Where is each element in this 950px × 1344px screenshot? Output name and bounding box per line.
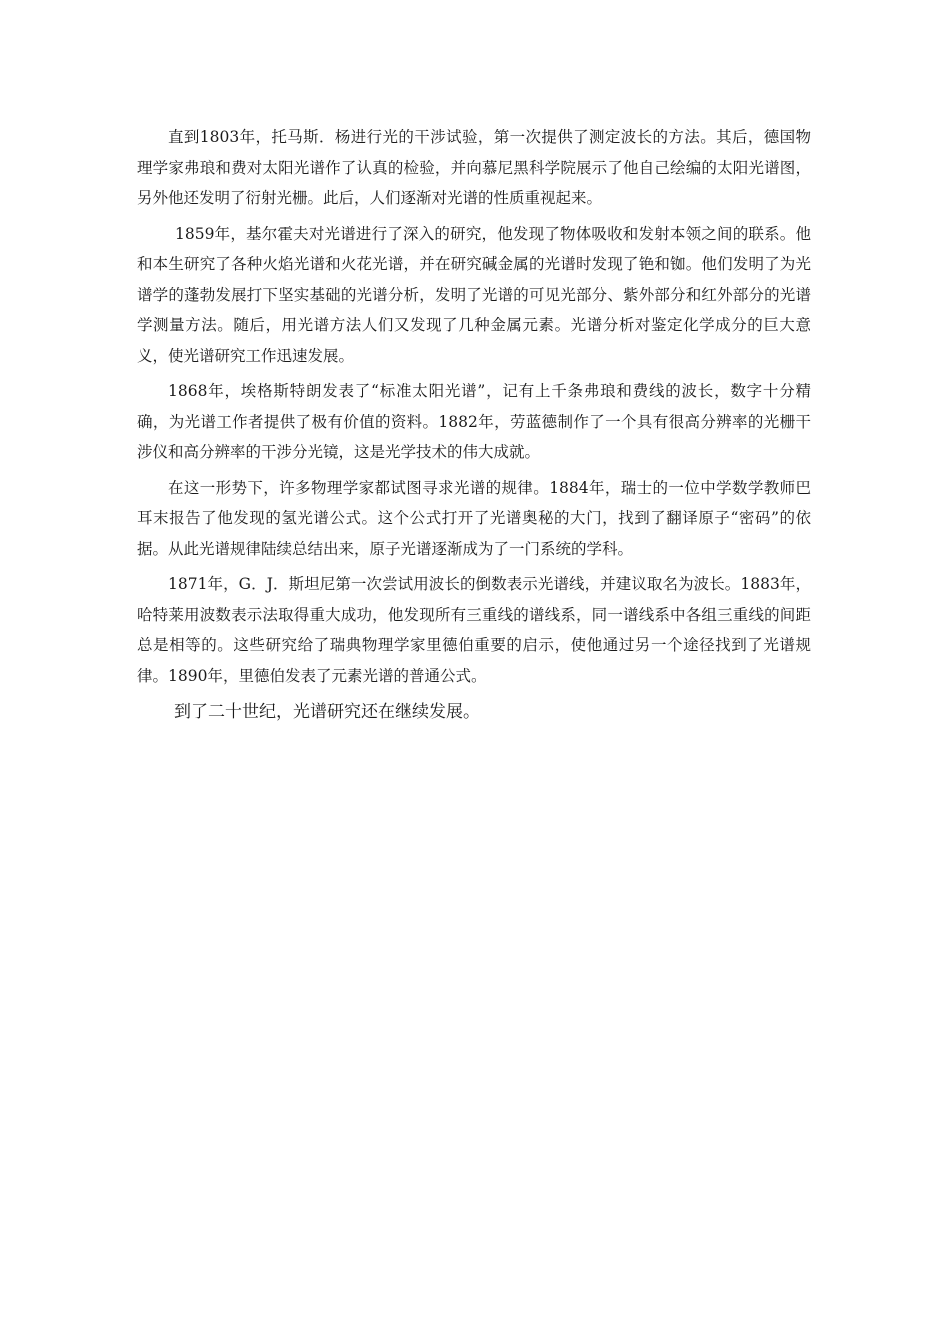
paragraph-1871-stoney: 1871年，G．J．斯坦尼第一次尝试用波长的倒数表示光谱线，并建议取名为波长。1883年，哈特莱用波数表示法取得重大成功，他发现所有三重线的谱线系，同一谱线系中各组三重线的间距总是相等的。这些研究给了瑞典物理学家里德伯重要的启示，使他通过另一个途径找到了光谱规律。1890年，里德伯发表了元素光谱的普通公式。 (137, 575, 811, 685)
paragraph-1803-young: 直到1803年，托马斯．杨进行光的干涉试验，第一次提供了测定波长的方法。其后，德国物理学家弗琅和费对太阳光谱作了认真的检验，并向慕尼黑科学院展示了他自己绘编的太阳光谱图，另外他还发明了衍射光栅。此后，人们逐渐对光谱的性质重视起来。 (137, 128, 811, 207)
paragraph-1868-angstrom: 1868年，埃格斯特朗发表了“标准太阳光谱”，记有上千条弗琅和费线的波长，数字十分精确，为光谱工作者提供了极有价值的资料。1882年，劳蓝德制作了一个具有很高分辨率的光栅干涉仪和高分辨率的干涉分光镜，这是光学技术的伟大成就。 (137, 382, 811, 461)
paragraph-twentieth-century: 到了二十世纪，光谱研究还在继续发展。 (174, 702, 480, 722)
paragraph-1859-kirchhoff: 1859年，基尔霍夫对光谱进行了深入的研究，他发现了物体吸收和发射本领之间的联系。他和本生研究了各种火焰光谱和火花光谱，并在研究碱金属的光谱时发现了铯和铷。他们发明了为光谱学的蓬勃发展打下坚实基础的光谱分析，发明了光谱的可见光部分、紫外部分和红外部分的光谱学测量方法。随后，用光谱方法人们又发现了几种金属元素。光谱分析对鉴定化学成分的巨大意义，使光谱研究工作迅速发展。 (137, 224, 811, 365)
paragraph-1884-balmer: 在这一形势下，许多物理学家都试图寻求光谱的规律。1884年，瑞士的一位中学数学教师巴耳末报告了他发现的氢光谱公式。这个公式打开了光谱奥秘的大门，找到了翻译原子“密码”的依据。从此光谱规律陆续总结出来，原子光谱逐渐成为了一门系统的学科。 (137, 478, 811, 558)
document-body (137, 122, 811, 733)
